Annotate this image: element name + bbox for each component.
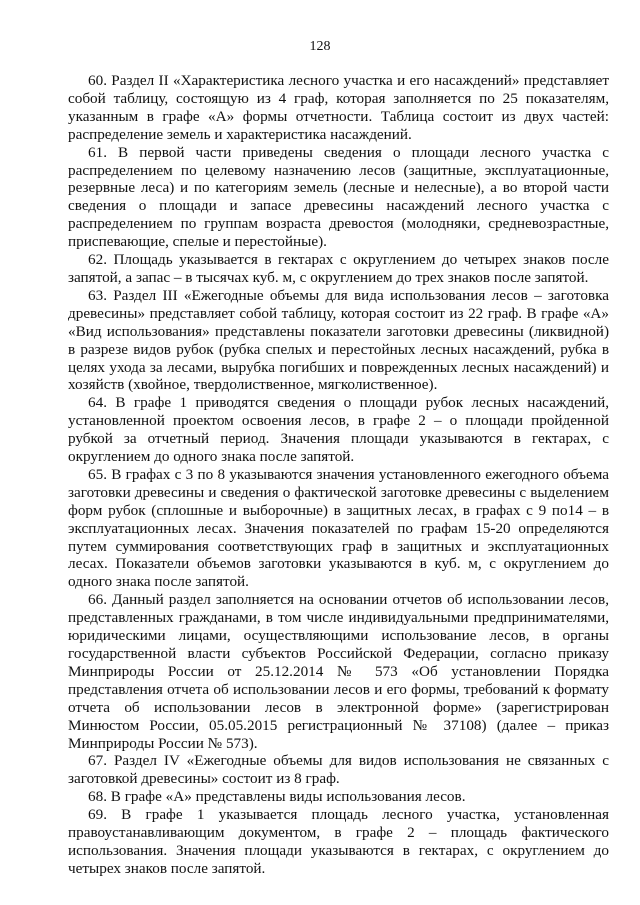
paragraph-66: 66. Данный раздел заполняется на основании отчетов об использовании лесов, представленных гражданами, в том числе индивидуальными предпринимателями, юридическими лицами, осуществляющими использование лесов, в органы государственной власти субъектов Российской Федерации, согласно приказу Минприроды России от 25.12.2014 № 573 «Об установлении Порядка представления отчета об использовании лесов и его формы, требований к формату отчета об использовании лесов в электронной форме» (зарегистрирован Минюстом России, 05.05.2015 регистрационный № 37108) (далее – приказ Минприроды России № 573).: [68, 591, 609, 752]
paragraph-61: 61. В первой части приведены сведения о площади лесного участка с распределением по целевому назначению лесов (защитные, эксплуатационные, резервные леса) и по категориям земель (лесные и нелесные), а во второй части сведения о площади и запасе древесины насаждений лесного участка с распределением по группам возраста древостоя (молодняки, средневозрастные, приспевающие, спелые и перестойные).: [68, 143, 609, 251]
page-number: 128: [309, 39, 331, 54]
paragraph-62: 62. Площадь указывается в гектарах с округлением до четырех знаков после запятой, а запас – в тысячах куб. м, с округлением до трех знаков после запятой.: [68, 251, 609, 286]
paragraph-63: 63. Раздел III «Ежегодные объемы для вида использования лесов – заготовка древесины» представляет собой таблицу, которая состоит из 22 граф. В графе «А» «Вид использования» представлены показатели заготовки древесины (ликвидной) в разрезе видов рубок (рубка спелых и перестойных лесных насаждений, рубка в целях ухода за лесами, вырубка погибших и поврежденных лесных насаждений) и хозяйств (хвойное, твердолиственное, мягколиственное).: [68, 286, 609, 394]
document-body: [68, 72, 609, 878]
paragraph-69: 69. В графе 1 указывается площадь лесного участка, установленная правоустанавливающим документом, в графе 2 – площадь фактического использования. Значения площади указываются в гектарах, с округлением до четырех знаков после запятой.: [68, 806, 609, 877]
paragraph-64: 64. В графе 1 приводятся сведения о площади рубок лесных насаждений, установленной проектом освоения лесов, в графе 2 – о площади пройденной рубкой за отчетный период. Значения площади указываются в гектарах, с округлением до одного знака после запятой.: [68, 394, 609, 466]
paragraph-68: 68. В графе «А» представлены виды использования лесов.: [88, 788, 466, 806]
paragraph-67: 67. Раздел IV «Ежегодные объемы для видов использования не связанных с заготовкой древесины» состоит из 8 граф.: [68, 752, 609, 788]
paragraph-65: 65. В графах с 3 по 8 указываются значения установленного ежегодного объема заготовки древесины и сведения о фактической заготовке древесины с выделением форм рубок (сплошные и выборочные) в защитных лесах, в графах с 9 по14 – в эксплуатационных лесах. Значения показателей по графам 15-20 определяются путем суммирования соответствующих граф в защитных и эксплуатационных лесах. Показатели объемов заготовки указываются в куб. м, с округлением до одного знака после запятой.: [68, 465, 609, 591]
paragraph-60: 60. Раздел II «Характеристика лесного участка и его насаждений» представляет собой таблицу, состоящую из 4 граф, которая заполняется по 25 показателям, указанным в графе «А» формы отчетности. Таблица состоит из двух частей: распределение земель и характеристика насаждений.: [68, 72, 609, 143]
